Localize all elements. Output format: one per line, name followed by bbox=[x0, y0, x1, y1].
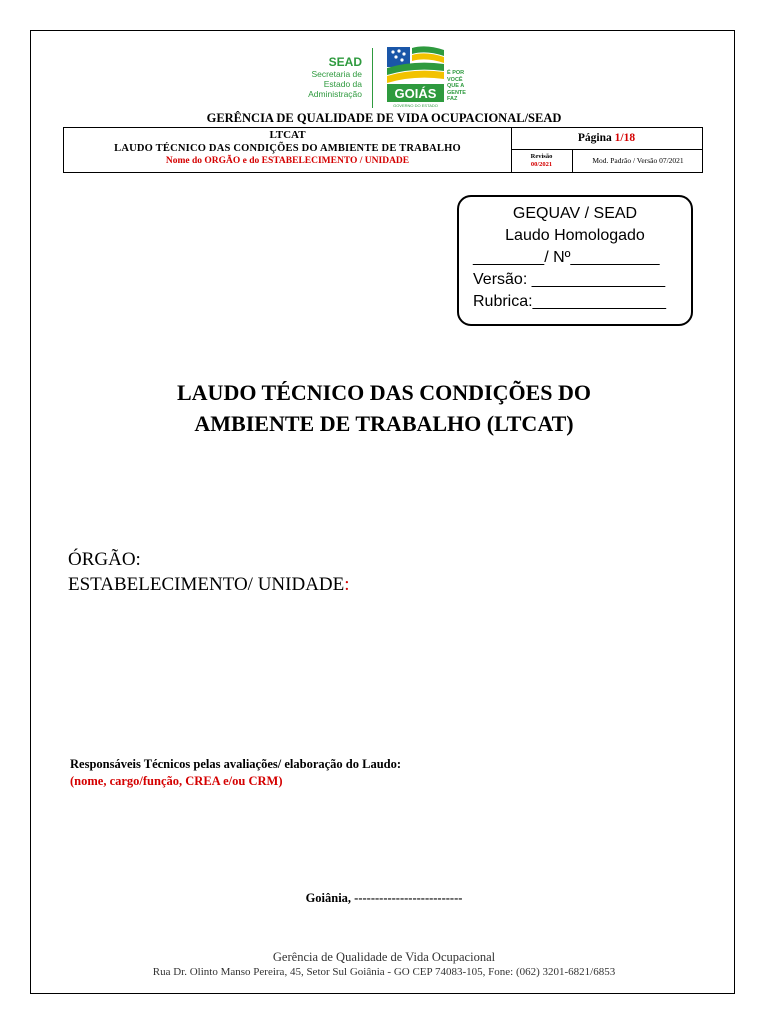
revision-value: 00/2021 bbox=[530, 160, 553, 168]
revision-cell bbox=[511, 150, 573, 172]
doc-subtitle: Nome do ORGÃO e do ESTABELECIMENTO / UNIDADE bbox=[165, 156, 410, 166]
goias-flag-logo bbox=[386, 46, 446, 108]
page-indicator bbox=[511, 128, 702, 150]
establishment-label: ESTABELECIMENTO/ UNIDADE bbox=[68, 574, 345, 595]
establishment-line bbox=[68, 572, 350, 597]
model-version: Mod. Padrão / Versão 07/2021 bbox=[592, 156, 684, 165]
page-frame bbox=[30, 30, 735, 994]
responsibles-label: Responsáveis Técnicos pelas avaliações/ elaboração do Laudo: bbox=[70, 757, 402, 771]
slogan-line: VOCÊ bbox=[447, 76, 463, 83]
responsibles-block bbox=[70, 756, 401, 790]
header-title-cell bbox=[64, 128, 512, 172]
logo-divider bbox=[372, 48, 373, 108]
page-label: Página bbox=[577, 132, 612, 144]
footer-address: Rua Dr. Olinto Manso Pereira, 45, Setor Sul Goiânia - GO CEP 74083-105, Fone: (062) 3201-6821/6853 bbox=[152, 966, 616, 978]
document-header-table bbox=[63, 127, 703, 173]
sead-line-1: Secretaria de bbox=[311, 69, 362, 79]
stamp-line-3: ________/ Nº__________ bbox=[473, 249, 660, 266]
slogan-line: FAZ bbox=[447, 96, 458, 102]
organization-block bbox=[68, 547, 350, 597]
sead-label: SEAD bbox=[328, 55, 362, 69]
signature-city: Goiânia, -------------------------- bbox=[305, 891, 463, 905]
homologation-stamp bbox=[457, 195, 693, 326]
sead-logo-text bbox=[300, 55, 362, 99]
slogan-line: GENTE bbox=[447, 89, 466, 96]
stamp-line-2: Laudo Homologado bbox=[505, 227, 645, 244]
main-title bbox=[0, 377, 768, 439]
stamp-line-4: Versão: _______________ bbox=[473, 271, 666, 288]
slogan-line: É POR bbox=[447, 70, 465, 76]
goias-label: GOIÁS bbox=[394, 86, 437, 101]
main-title-line-1: LAUDO TÉCNICO DAS CONDIÇÕES DO bbox=[177, 380, 591, 405]
department-header: GERÊNCIA DE QUALIDADE DE VIDA OCUPACIONAL/SEAD bbox=[206, 111, 562, 125]
revision-label: Revisão bbox=[530, 153, 553, 160]
slogan bbox=[447, 70, 466, 103]
doc-code: LTCAT bbox=[269, 129, 306, 141]
org-label: ÓRGÃO: bbox=[68, 549, 141, 570]
goias-sub: GOVERNO DO ESTADO bbox=[393, 103, 438, 108]
establishment-colon: : bbox=[344, 574, 350, 595]
sead-line-3: Administração bbox=[308, 89, 362, 99]
stamp-line-1: GEQUAV / SEAD bbox=[512, 205, 638, 222]
header-meta-cell bbox=[511, 128, 702, 172]
doc-title: LAUDO TÉCNICO DAS CONDIÇÕES DO AMBIENTE DE TRABALHO bbox=[114, 143, 461, 154]
main-title-line-2: AMBIENTE DE TRABALHO (LTCAT) bbox=[194, 411, 574, 436]
footer-department: Gerência de Qualidade de Vida Ocupacional bbox=[272, 950, 496, 964]
slogan-line: QUE A bbox=[447, 83, 465, 89]
sead-line-2: Estado da bbox=[323, 79, 362, 89]
responsibles-hint: (nome, cargo/função, CREA e/ou CRM) bbox=[70, 774, 283, 788]
page-number: 1/18 bbox=[614, 132, 636, 144]
stamp-line-5: Rubrica:_______________ bbox=[473, 293, 667, 310]
